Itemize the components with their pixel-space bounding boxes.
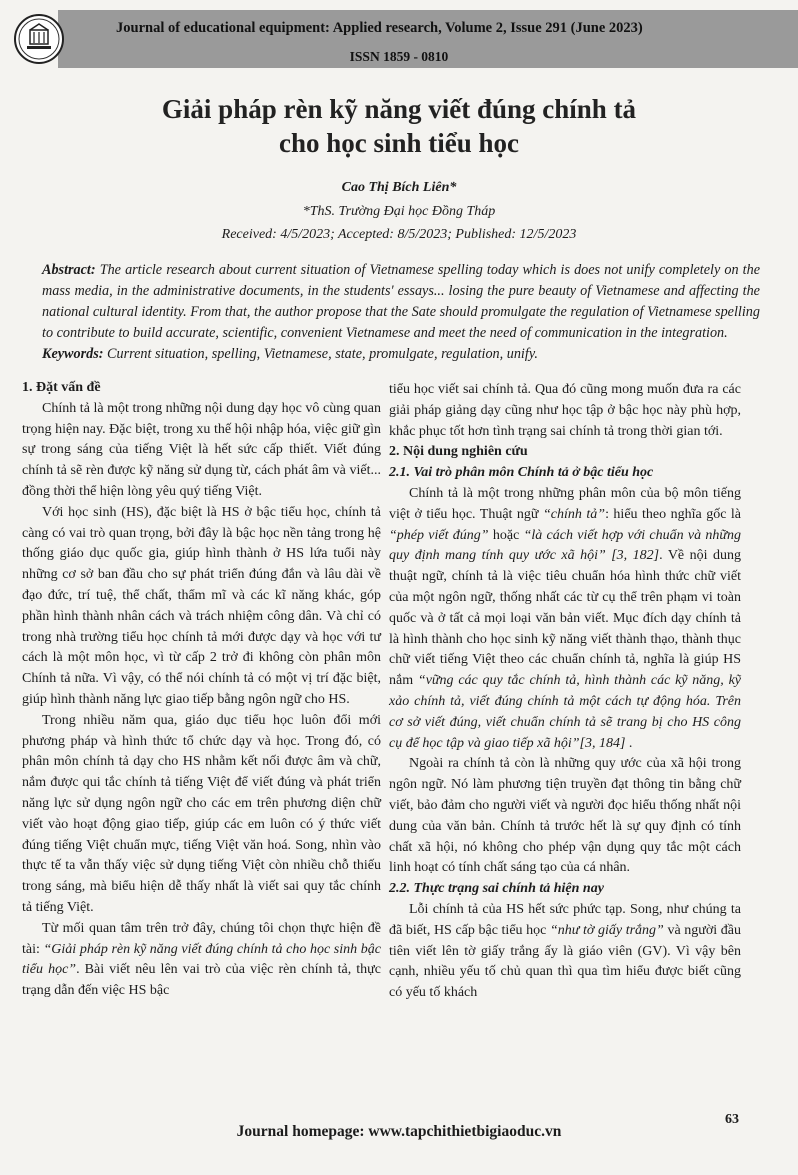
left-column <box>22 378 381 1002</box>
abstract <box>42 260 760 365</box>
paragraph: Chính tả là một trong những nội dung dạy học vô cùng quan trọng hiện nay. Đặc biệt, trong xu thế hội nhập hóa, việc giữ gìn sự trong sáng của tiếng Việt là hết sức cấp thiết. Viết đúng chính tả sẽ rèn được kỹ năng sử dụng từ, cách phát âm và viết... đồng thời thể hiện lòng yêu quý tiếng Việt. <box>22 400 381 499</box>
issn: ISSN 1859 - 0810 <box>349 49 449 64</box>
paragraph: tiểu học viết sai chính tả. Qua đó cũng mong muốn đưa ra các giải pháp giảng dạy cũng như học tập ở bậc học này phù hợp, khắc phục tốt hơn tình trạng sai chính tả trong thời gian tới. <box>389 382 741 439</box>
paragraph: Với học sinh (HS), đặc biệt là HS ở bậc tiểu học, chính tả càng có vai trò quan trọng, bởi đây là bậc học nền tảng trong hệ thống giáo dục quốc gia, giúp hình thành ở HS lứa tuổi này những cơ sở ban đầu cho sự phát triển đúng đắn và lâu dài về đạo đức, trí tuệ, thể chất, thẩm mĩ và các kĩ năng khác, góp phần hình thành nhân cách và trách nhiệm công dân. Và chỉ có trong nhà trường tiểu học chính tả mới được dạy và học với tư cách là một môn học, vì từ cấp 2 trở đi không còn phân môn Chính tả nữa. Vì vậy, có thể nói chính tả có một vị trí đặc biệt, giúp hình thành năng lực giao tiếp bằng ngôn ngữ cho HS. <box>22 504 381 707</box>
author: Cao Thị Bích Liên* <box>341 180 457 195</box>
right-column <box>389 380 741 1004</box>
title-line-2: cho học sinh tiểu học <box>278 128 520 158</box>
paragraph: Trong nhiều năm qua, giáo dục tiểu học luôn đổi mới phương pháp và hình thức tổ chức dạy và học. Trong đó, có phân môn chính tả dạy cho HS nhằm kết nối được âm và chữ, nắm được qui tắc chính tả tiếng Việt để viết đúng và phát triển năng lực sử dụng ngôn ngữ cho các em trên phương diện chữ viết vào hoạt động giao tiếp, giúp các em luôn có ý thức viết đúng tiếng Việt chuẩn mực, tiếng Việt văn hoá. Song, nhìn vào thực tế ta vẫn thấy việc sử dụng tiếng Việt còn nhiều chỗ thiếu trong sáng, mà biểu hiện dễ thấy nhất là viết sai quy tắc chính tả tiếng Việt. <box>22 712 381 915</box>
journal-homepage: Journal homepage: www.tapchithietbigiaoduc.vn <box>236 1123 562 1140</box>
affiliation: *ThS. Trường Đại học Đồng Tháp <box>302 204 496 219</box>
subsection-heading-2-1: 2.1. Vai trò phân môn Chính tả ở bậc tiểu học <box>389 465 654 481</box>
paragraph: Lỗi chính tả của HS hết sức phức tạp. Song, như chúng ta đã biết, HS cấp bậc tiểu học “như tờ giấy trắng” và người đầu tiên viết lên tờ giấy trắng ấy là giáo viên (GV). Vì vậy bên cạnh, nhiều yếu tố chủ quan thì qua tìm hiểu được biết cũng có yếu tố khách <box>389 901 741 1001</box>
abstract-label: Abstract: <box>42 262 96 278</box>
paragraph: Ngoài ra chính tả còn là những quy ước của xã hội trong ngôn ngữ. Nó làm phương tiện truyền đạt thông tin bằng chữ viết, bảo đảm cho người viết và người đọc hiểu thống nhất nội dung của văn bản. Chính tả trước hết là sự quy định có tính chất xã hội, nó không cho phép vận dụng quy tắc một cách linh hoạt có tính chất sáng tạo của cá nhân. <box>389 756 741 876</box>
section-heading-1: 1. Đặt vấn đề <box>22 380 101 395</box>
abstract-text: The article research about current situation of Vietnamese spelling today which is does not unify completely on the mass media, in the administrative documents, in the students' essays... losing the pure beauty of Vietnamese and affecting the national cultural identity. From that, the author propose that the Sate should promulgate the regulation of Vietnamese spelling to contribute to build accurate, scientific, convenient Vietnamese and meet the need of communication in the integration. <box>42 262 760 341</box>
paragraph: Chính tả là một trong những phân môn của bộ môn tiếng việt ở tiểu học. Thuật ngữ “chính tả”: hiểu theo nghĩa gốc là “phép viết đúng” hoặc “là cách viết hợp với chuẩn và những quy định mang tính quy ước xã hội” [3, 182]. Về nội dung thuật ngữ, chính tả là việc tiêu chuẩn hóa hình thức chữ viết của một ngôn ngữ, thống nhất các từ cụ thể trên phạm vi toàn quốc và ở tất cả mọi loại văn bản viết. Mục đích dạy chính tả là hình thành cho học sinh kỹ năng viết thành thạo, thành thục chữ viết tiếng Việt theo các chuẩn chính tả, nghĩa là giúp HS nắm “vững các quy tắc chính tả, hình thành các kỹ năng, kỹ xảo chính tả, viết đúng chính tả một cách tự động hóa. Trên cơ sở viết đúng, viết chuẩn chính tả sẽ trang bị cho HS công cụ để học tập và giao tiếp xã hội”[3, 184] . <box>389 485 742 751</box>
page-number: 63 <box>725 1112 739 1127</box>
publication-dates: Received: 4/5/2023; Accepted: 8/5/2023; Published: 12/5/2023 <box>221 227 577 242</box>
title-line-1: Giải pháp rèn kỹ năng viết đúng chính tả <box>161 94 637 124</box>
journal-info: Journal of educational equipment: Applied research, Volume 2, Issue 291 (June 2023) <box>116 20 643 36</box>
subsection-heading-2-2: 2.2. Thực trạng sai chính tả hiện nay <box>389 881 604 897</box>
keywords-label: Keywords: <box>42 346 104 362</box>
keywords-text: Current situation, spelling, Vietnamese, state, promulgate, regulation, unify. <box>103 346 538 362</box>
article-title <box>0 92 798 160</box>
section-heading-2: 2. Nội dung nghiên cứu <box>389 444 528 460</box>
paragraph: Từ mối quan tâm trên trở đây, chúng tôi chọn thực hiện đề tài: “Giải pháp rèn kỹ năng viết đúng chính tả cho học sinh bậc tiểu học”. Bài viết nêu lên vai trò của việc rèn chính tả, thực trạng dẫn đến việc HS bậc <box>22 920 381 999</box>
